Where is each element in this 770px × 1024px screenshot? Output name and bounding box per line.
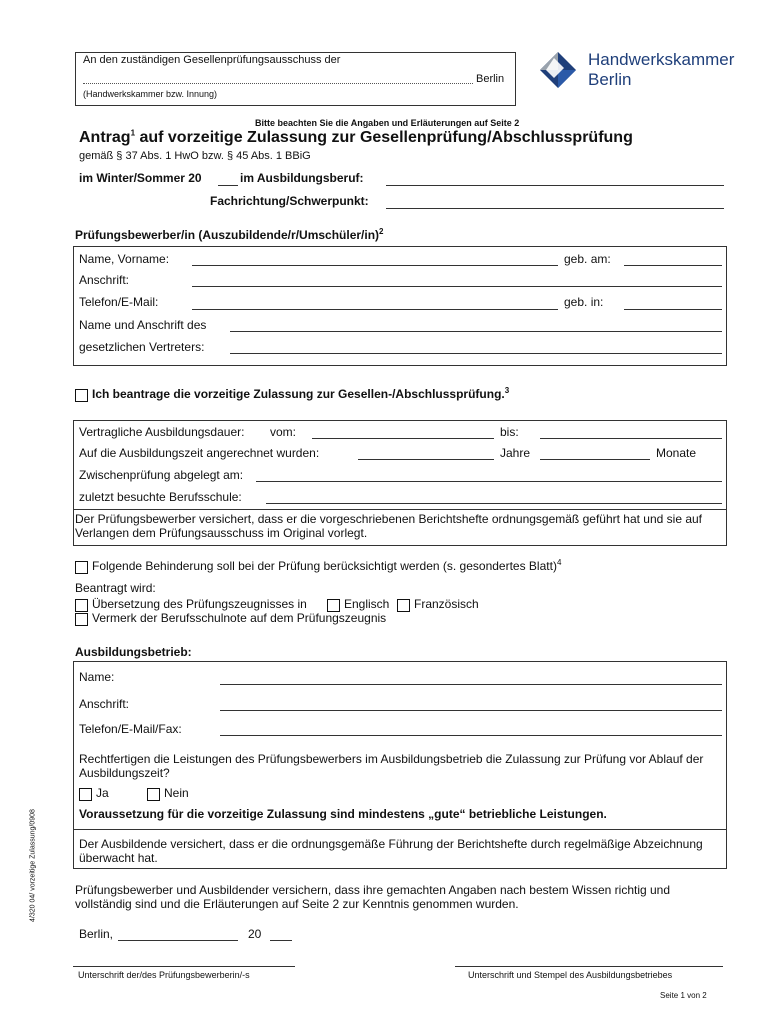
jahre-field[interactable] — [358, 459, 494, 460]
uebersetzung-checkbox[interactable] — [75, 599, 88, 612]
note: Bitte beachten Sie die Angaben und Erläuterungen auf Seite 2 — [255, 118, 520, 128]
nein-checkbox[interactable] — [147, 788, 160, 801]
company-heading: Ausbildungsbetrieb: — [75, 645, 192, 659]
season-year-field[interactable] — [218, 185, 238, 186]
request-label — [92, 387, 509, 401]
request-label-text: Ich beantrage die vorzeitige Zulassung zur Gesellen-/Abschlussprüfung. — [92, 387, 505, 401]
company-anschrift-field[interactable] — [220, 710, 722, 711]
closing-text: Prüfungsbewerber und Ausbildender versichern, dass ihre gemachten Angaben nach bestem Wissen richtig und vollständig sind und die Erläuterungen auf Seite 2 zur Kenntnis genommen wurden. — [75, 883, 671, 911]
disability-label-text: Folgende Behinderung soll bei der Prüfung berücksichtigt werden (s. gesondertes Blatt) — [92, 559, 557, 573]
vermerk-checkbox[interactable] — [75, 613, 88, 626]
company-telefon-label: Telefon/E-Mail/Fax: — [79, 722, 182, 736]
vertreter-field-1[interactable] — [230, 331, 722, 332]
date-field[interactable] — [118, 940, 238, 941]
anschrift-label: Anschrift: — [79, 273, 130, 287]
signature-right-line[interactable] — [455, 966, 723, 967]
place-year: 20 — [248, 927, 262, 941]
schule-label: zuletzt besuchte Berufsschule: — [79, 490, 242, 504]
title-footnote: 1 — [130, 128, 136, 138]
angerechnet-label: Auf die Ausbildungszeit angerechnet wurden: — [79, 446, 320, 460]
vertreter-label-2: gesetzlichen Vertreters: — [79, 340, 205, 354]
beruf-field[interactable] — [386, 185, 724, 186]
nein-label: Nein — [164, 786, 189, 800]
geb-am-field[interactable] — [624, 265, 722, 266]
bis-label: bis: — [500, 425, 519, 439]
vermerk-label: Vermerk der Berufsschulnote auf dem Prüfungszeugnis — [92, 611, 387, 625]
geb-am-label: geb. am: — [564, 252, 611, 266]
signature-left-label: Unterschrift der/des Prüfungsbewerberin/-s — [78, 970, 250, 980]
company-divider — [73, 829, 727, 830]
vertreter-field-2[interactable] — [230, 353, 722, 354]
franz-label: Französisch — [414, 597, 479, 611]
address-line1: An den zuständigen Gesellenprüfungsausschuss der — [83, 54, 341, 66]
jahre-label: Jahre — [500, 446, 531, 460]
geb-in-label: geb. in: — [564, 295, 604, 309]
applicant-heading — [75, 228, 384, 242]
company-name-field[interactable] — [220, 684, 722, 685]
disability-label — [92, 559, 561, 573]
title-rest: auf vorzeitige Zulassung zur Gesellenprüfung/Abschlussprüfung — [135, 129, 633, 146]
year-field[interactable] — [270, 940, 292, 941]
company-telefon-field[interactable] — [220, 735, 722, 736]
telefon-field[interactable] — [192, 309, 558, 310]
fach-label: Fachrichtung/Schwerpunkt: — [210, 194, 369, 208]
beantragt-label: Beantragt wird: — [75, 581, 156, 595]
dauer-label: Vertragliche Ausbildungsdauer: — [79, 425, 245, 439]
fach-field[interactable] — [386, 208, 724, 209]
logo-mark-icon — [540, 52, 576, 88]
disability-checkbox[interactable] — [75, 561, 88, 574]
beruf-label: im Ausbildungsberuf: — [240, 171, 364, 185]
address-city: Berlin — [476, 73, 505, 85]
logo-name-1: Handwerkskammer — [588, 50, 735, 69]
applicant-heading-text: Prüfungsbewerber/in (Auszubildende/r/Umschüler/in) — [75, 228, 380, 242]
ja-label: Ja — [96, 786, 109, 800]
address-field[interactable] — [83, 83, 473, 84]
bis-field[interactable] — [540, 438, 722, 439]
side-code: 4/320 04/ vorzeitige Zulassung/0908 — [29, 809, 37, 922]
vom-field[interactable] — [312, 438, 494, 439]
franz-checkbox[interactable] — [397, 599, 410, 612]
title-pre: Antrag — [79, 129, 131, 146]
company-question: Rechtfertigen die Leistungen des Prüfungsbewerbers im Ausbildungsbetrieb die Zulassung zur Prüfung vor Ablauf der Ausbildungszeit? — [79, 752, 704, 780]
name-label: Name, Vorname: — [79, 252, 170, 266]
anschrift-field[interactable] — [192, 286, 722, 287]
name-field[interactable] — [192, 265, 558, 266]
zwischen-label: Zwischenprüfung abgelegt am: — [79, 468, 244, 482]
telefon-label: Telefon/E-Mail: — [79, 295, 159, 309]
signature-right-label: Unterschrift und Stempel des Ausbildungsbetriebes — [468, 970, 673, 980]
voraussetzung-text: Voraussetzung für die vorzeitige Zulassung sind mindestens „gute“ betriebliche Leistungen. — [79, 807, 607, 821]
request-footnote: 3 — [504, 386, 510, 395]
versichert-text: Der Prüfungsbewerber versichert, dass er die vorgeschriebenen Berichtshefte ordnungsgemäß geführt hat und sie auf Verlangen dem Prüfungsausschuss im Original vorlegt. — [75, 512, 703, 540]
monate-label: Monate — [656, 446, 697, 460]
schule-field[interactable] — [266, 503, 722, 504]
company-anschrift-label: Anschrift: — [79, 697, 130, 711]
subtitle: gemäß § 37 Abs. 1 HwO bzw. § 45 Abs. 1 BBiG — [79, 150, 311, 162]
applicant-footnote: 2 — [379, 227, 384, 236]
disability-footnote: 4 — [556, 558, 562, 567]
zwischen-field[interactable] — [256, 481, 722, 482]
vertreter-label-1: Name und Anschrift des — [79, 318, 207, 332]
geb-in-field[interactable] — [624, 309, 722, 310]
company-name-label: Name: — [79, 670, 115, 684]
request-checkbox[interactable] — [75, 389, 88, 402]
season-label: im Winter/Sommer 20 — [79, 171, 202, 185]
ausbildende-text: Der Ausbildende versichert, dass er die ordnungsgemäße Führung der Berichtshefte durch regelmäßige Abzeichnung überwacht hat. — [79, 837, 703, 865]
ja-checkbox[interactable] — [79, 788, 92, 801]
address-hint: (Handwerkskammer bzw. Innung) — [83, 89, 218, 99]
uebersetzung-label: Übersetzung des Prüfungszeugnisses in — [92, 597, 307, 611]
handwerkskammer-logo — [540, 52, 576, 88]
page-number: Seite 1 von 2 — [660, 991, 707, 1000]
logo-name-2: Berlin — [588, 70, 632, 89]
monate-field[interactable] — [540, 459, 650, 460]
place-city: Berlin, — [79, 927, 114, 941]
form-title — [79, 129, 633, 147]
training-divider — [73, 509, 727, 510]
signature-left-line[interactable] — [73, 966, 295, 967]
vom-label: vom: — [270, 425, 297, 439]
englisch-label: Englisch — [344, 597, 390, 611]
